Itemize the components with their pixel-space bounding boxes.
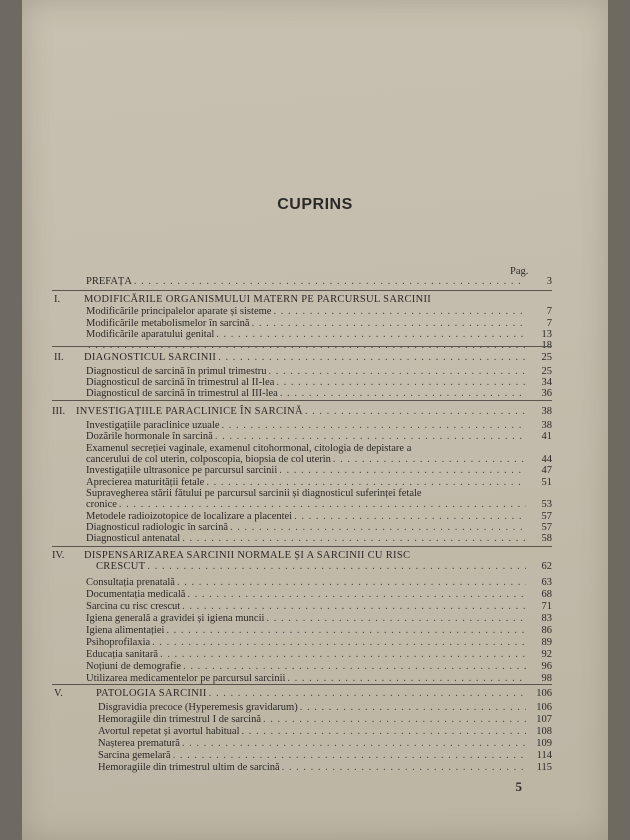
toc-entry-page: 115 (536, 762, 552, 773)
toc-chapter-label: INVESTIGAȚIILE PARACLINICE ÎN SARCINĂ (76, 406, 303, 417)
toc-entry (86, 377, 552, 388)
toc-entry (86, 649, 552, 660)
toc-entry-label: Investigațiile paraclinice uzuale (86, 420, 220, 431)
leader-dots (263, 714, 526, 725)
leader-dots (282, 762, 526, 773)
leader-dots (215, 431, 526, 442)
leader-dots (222, 420, 526, 431)
toc-entry-label: Aprecierea maturității fetale (86, 477, 205, 488)
leader-dots (279, 465, 526, 476)
toc-entry-page: 3 (546, 276, 552, 287)
toc-entry-page: 57 (541, 522, 552, 533)
toc-entry (86, 488, 552, 499)
toc-entry (98, 750, 552, 761)
toc-entry-page: 44 (541, 454, 552, 465)
toc-entry (86, 443, 552, 454)
toc-entry (86, 577, 552, 588)
toc-entry-label: Modificările aparatului genital (86, 329, 215, 340)
toc-entry-page: 7 (546, 318, 552, 329)
toc-entry (86, 431, 552, 442)
pag-header: Pag. (510, 266, 529, 277)
leader-dots (173, 750, 526, 761)
toc-entry-label: Investigațiile ultrasonice pe parcursul sarcinii (86, 465, 278, 476)
toc-entry-label: Diagnosticul de sarcină în trimestrul al III-lea (86, 388, 278, 399)
toc-entry-page: 41 (541, 431, 552, 442)
leader-dots (287, 673, 526, 684)
toc-entry-label: cancerului de col uterin, colposcopia, biopsia de col uterin (86, 454, 331, 465)
toc-chapter (84, 550, 552, 561)
toc-entry (86, 420, 552, 431)
toc-entry-page: 68 (541, 589, 552, 600)
leader-dots (183, 661, 526, 672)
toc-entry (98, 702, 552, 713)
chapter-numeral: II. (54, 352, 64, 363)
leader-dots (333, 454, 526, 465)
toc-entry (86, 366, 552, 377)
toc-entry (86, 522, 552, 533)
toc-entry (86, 318, 552, 329)
toc-entry (86, 329, 552, 340)
toc-entry-page: 25 (541, 366, 552, 377)
toc-entry-page: 71 (541, 601, 552, 612)
table-of-contents (22, 0, 608, 840)
toc-entry-label: Diagnosticul antenatal (86, 533, 181, 544)
toc-chapter-label: DISPENSARIZAREA SARCINII NORMALE ȘI A SARCINII CU RISC (84, 550, 411, 561)
toc-entry-label: Psihoprofilaxia (86, 637, 151, 648)
toc-chapter-label-cont: CRESCUT (96, 561, 146, 572)
leader-dots (119, 499, 526, 510)
toc-entry-page: 89 (541, 637, 552, 648)
toc-chapter (84, 294, 552, 305)
toc-entry-label: Disgravidia precoce (Hyperemesis gravidarum) (98, 702, 298, 713)
toc-entry-label: Diagnosticul de sarcină în trimestrul al II-lea (86, 377, 275, 388)
toc-entry-page: 96 (541, 661, 552, 672)
toc-entry-page: 47 (541, 465, 552, 476)
leader-dots (209, 688, 526, 699)
toc-entry (86, 511, 552, 522)
toc-entry (98, 738, 552, 749)
page-title: CUPRINS (277, 196, 353, 213)
toc-chapter (76, 406, 552, 417)
toc-entry-label: Utilizarea medicamentelor pe parcursul sarcinii (86, 673, 286, 684)
toc-entry (86, 625, 552, 636)
toc-entry-label: Modificările principalelor aparate și sisteme (86, 306, 272, 317)
toc-entry-page: 109 (536, 738, 552, 749)
toc-entry (86, 533, 552, 544)
toc-entry-label: Dozările hormonale în sarcină (86, 431, 213, 442)
toc-entry-page: 83 (541, 613, 552, 624)
toc-entry-page: 107 (536, 714, 552, 725)
leader-dots (242, 726, 526, 737)
toc-chapter-label: PATOLOGIA SARCINII (96, 688, 207, 699)
leader-dots (152, 637, 526, 648)
leader-dots (182, 738, 526, 749)
toc-entry-label: cronice (86, 499, 117, 510)
toc-entry-page: 106 (536, 702, 552, 713)
toc-entry-page: 62 (541, 561, 552, 572)
toc-entry-page: 58 (541, 533, 552, 544)
leader-dots (147, 561, 526, 572)
divider (52, 546, 552, 547)
toc-entry-page: 57 (541, 511, 552, 522)
toc-entry (98, 714, 552, 725)
leader-dots (182, 601, 526, 612)
leader-dots (218, 352, 526, 363)
toc-entry-page: 34 (541, 377, 552, 388)
toc-entry (86, 589, 552, 600)
leader-dots (266, 613, 526, 624)
leader-dots (160, 649, 526, 660)
toc-entry-label: Diagnosticul radiologic în sarcină (86, 522, 229, 533)
chapter-numeral: IV. (52, 550, 65, 561)
toc-entry-page: 38 (541, 406, 552, 417)
toc-entry (86, 465, 552, 476)
toc-entry-label: Documentația medicală (86, 589, 186, 600)
leader-dots (187, 589, 526, 600)
toc-entry-page: 98 (541, 673, 552, 684)
toc-chapter (96, 688, 552, 699)
leader-dots (280, 388, 526, 399)
toc-entry-page: 63 (541, 577, 552, 588)
chapter-numeral: III. (52, 406, 66, 417)
book-page (22, 0, 608, 840)
leader-dots (166, 625, 526, 636)
toc-entry-page: 108 (536, 726, 552, 737)
leader-dots (230, 522, 526, 533)
toc-entry-label: Nașterea prematură (98, 738, 180, 749)
toc-entry (86, 477, 552, 488)
toc-entry (86, 499, 552, 510)
toc-chapter (84, 352, 552, 363)
toc-entry (86, 306, 552, 317)
toc-entry-page: 7 (546, 306, 552, 317)
toc-chapter-label: MODIFICĂRILE ORGANISMULUI MATERN PE PARCURSUL SARCINII (84, 294, 432, 305)
toc-entry-label: Supravegherea stării fătului pe parcursul sarcinii și diagnosticul suferinței fetale (86, 488, 422, 499)
leader-dots (269, 366, 527, 377)
leader-dots (305, 406, 526, 417)
toc-chapter-label: DIAGNOSTICUL SARCINII (84, 352, 217, 363)
toc-entry-label: Hemoragiile din trimestrul I de sarcină (98, 714, 261, 725)
leader-dots (216, 329, 526, 340)
toc-entry-page: 92 (541, 649, 552, 660)
page-number: 5 (515, 779, 522, 794)
leader-dots (273, 306, 526, 317)
toc-entry-label: Consultația prenatală (86, 577, 175, 588)
toc-entry-label: Educația sanitară (86, 649, 159, 660)
toc-entry-label: Noțiuni de demografie (86, 661, 182, 672)
leader-dots (300, 702, 526, 713)
toc-entry-page: 53 (541, 499, 552, 510)
toc-entry-label: Sarcina cu risc crescut (86, 601, 181, 612)
toc-entry-page: 38 (541, 420, 552, 431)
toc-entry-label: Igiena generală a gravidei și igiena muncii (86, 613, 265, 624)
leader-dots (134, 276, 526, 287)
toc-entry-label: Avortul repetat și avortul habitual (98, 726, 240, 737)
toc-entry (86, 661, 552, 672)
toc-entry (86, 673, 552, 684)
chapter-numeral: I. (54, 294, 61, 305)
toc-entry (86, 388, 552, 399)
toc-entry (86, 613, 552, 624)
leader-dots (276, 377, 526, 388)
divider (52, 346, 552, 347)
toc-entry (86, 454, 552, 465)
toc-entry-prefata (86, 276, 552, 287)
toc-entry-page: 86 (541, 625, 552, 636)
toc-entry-label: Modificările metabolismelor în sarcină (86, 318, 250, 329)
divider (52, 684, 552, 685)
leader-dots (294, 511, 526, 522)
toc-entry-label: Hemoragiile din trimestrul ultim de sarcină (98, 762, 280, 773)
toc-entry-page: 114 (536, 750, 552, 761)
toc-entry-page: 36 (541, 388, 552, 399)
chapter-numeral: V. (54, 688, 63, 699)
toc-entry-label: Metodele radioizotopice de localizare a placentei (86, 511, 293, 522)
toc-entry-label: PREFAȚA (86, 276, 132, 287)
divider (52, 290, 552, 291)
toc-entry (86, 601, 552, 612)
toc-entry-page: 51 (541, 477, 552, 488)
toc-entry-label: Diagnosticul de sarcină în primul trimestru (86, 366, 267, 377)
divider (52, 400, 552, 401)
toc-entry-label: Sarcina gemelară (98, 750, 171, 761)
toc-entry (98, 726, 552, 737)
toc-entry-page: 13 (541, 329, 552, 340)
toc-entry-page: 106 (536, 688, 552, 699)
toc-entry (98, 762, 552, 773)
leader-dots (252, 318, 526, 329)
toc-entry (86, 637, 552, 648)
leader-dots (177, 577, 526, 588)
toc-entry-page: 25 (541, 352, 552, 363)
leader-dots (206, 477, 526, 488)
toc-entry-label: Examenul secreției vaginale, examenul citohormonal, citologia de depistare a (86, 443, 412, 454)
leader-dots (182, 533, 526, 544)
toc-chapter-cont (96, 561, 552, 572)
toc-entry-label: Igiena alimentației (86, 625, 165, 636)
